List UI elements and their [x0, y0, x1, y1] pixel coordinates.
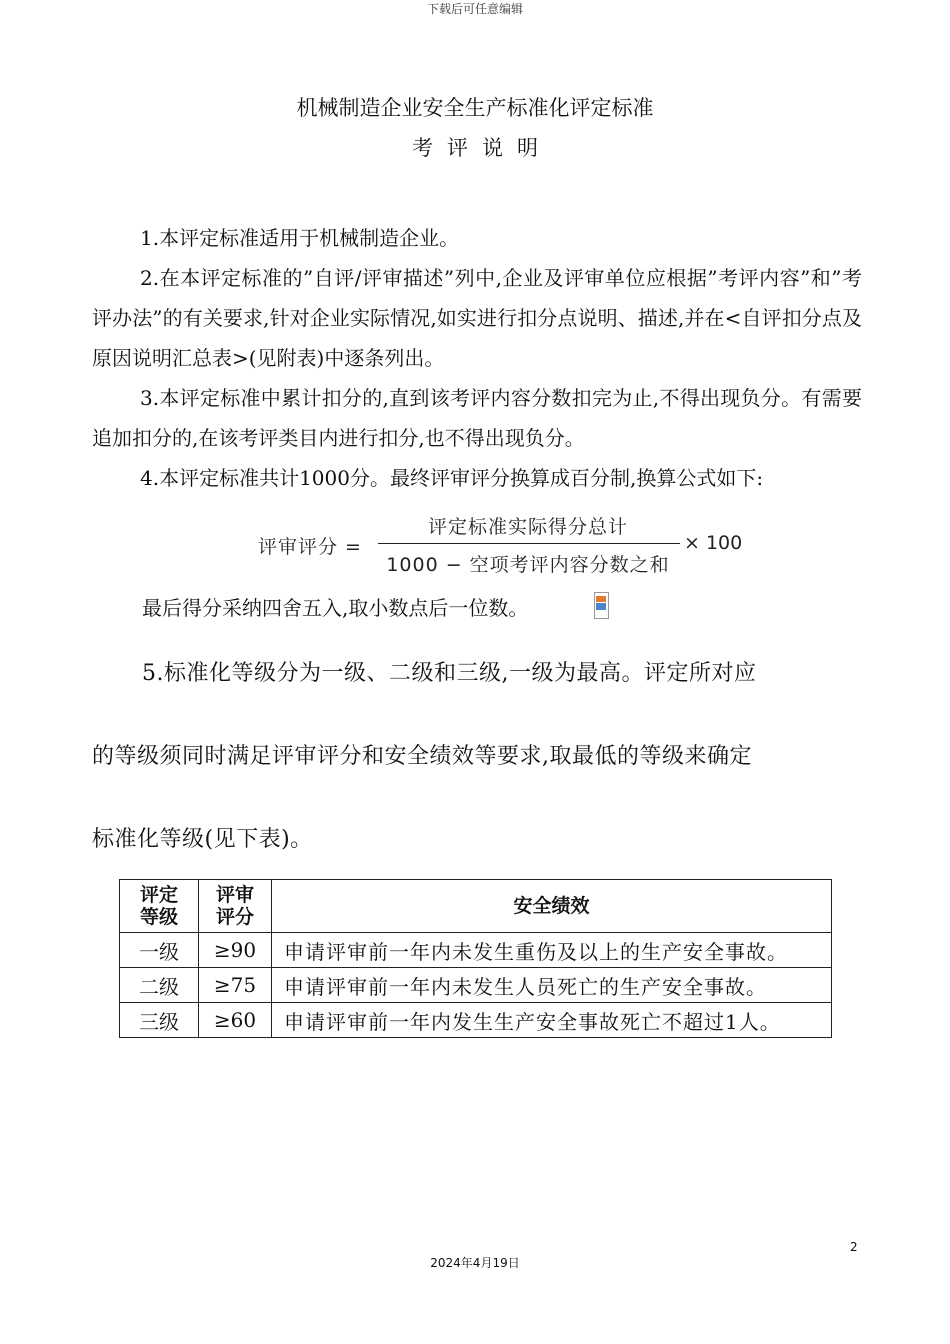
embedded-image-icon: [594, 592, 609, 619]
cell-score: ≥60: [199, 1003, 272, 1038]
header-note: 下载后可任意编辑: [426, 2, 523, 16]
cell-score: ≥90: [199, 933, 272, 968]
grade-table: [119, 879, 832, 1038]
table-header-row: [120, 880, 832, 933]
formula-denominator: 1000 − 空项考评内容分数之和: [386, 554, 670, 576]
table-row: [120, 1003, 832, 1038]
cell-score: ≥75: [199, 968, 272, 1003]
header-grade-text: 评定 等级: [139, 884, 178, 928]
item-1: [92, 218, 862, 258]
header-score-text: 评审 评分: [215, 884, 254, 928]
document-title: 机械制造企业安全生产标准化评定标准: [296, 96, 654, 120]
cell-grade: 三级: [120, 1003, 199, 1038]
item-4: [92, 458, 862, 498]
rounding-note: 最后得分采纳四舍五入,取小数点后一位数。: [142, 596, 529, 620]
item-4-text: 4.本评定标准共计1000分。最终评审评分换算成百分制,换算公式如下:: [140, 466, 764, 490]
item-3-text: 3.本评定标准中累计扣分的,直到该考评内容分数扣完为止,不得出现负分。有需要追加扣分的,在该考评类目内进行扣分,也不得出现负分。: [92, 386, 862, 450]
item-5-line-1: 5.标准化等级分为一级、二级和三级,一级为最高。评定所对应: [142, 661, 757, 686]
item-1-text: 1.本评定标准适用于机械制造企业。: [140, 226, 460, 250]
document-subtitle: 考评说明: [412, 136, 552, 160]
header-safety-text: 安全绩效: [513, 895, 590, 917]
header-score: [199, 880, 272, 933]
item-5-line-3: 标准化等级(见下表)。: [92, 827, 313, 852]
cell-safety: 申请评审前一年内未发生重伤及以上的生产安全事故。: [272, 933, 832, 968]
cell-safety: 申请评审前一年内发生生产安全事故死亡不超过1人。: [272, 1003, 832, 1038]
score-formula: [258, 510, 748, 576]
item-2-text: 2.在本评定标准的”自评/评审描述”列中,企业及评审单位应根据”考评内容”和”考评办法”的有关要求,针对企业实际情况,如实进行扣分点说明、描述,并在<自评扣分点及原因说明汇总表>(见附表)中逐条列出。: [92, 266, 862, 370]
item-2: [92, 258, 862, 378]
formula-rhs: × 100: [684, 532, 743, 554]
table-row: [120, 933, 832, 968]
cell-grade: 二级: [120, 968, 199, 1003]
item-3: [92, 378, 862, 458]
footer-date: 2024年4月19日: [430, 1256, 520, 1270]
cell-safety: 申请评审前一年内未发生人员死亡的生产安全事故。: [272, 968, 832, 1003]
cell-grade: 一级: [120, 933, 199, 968]
header-safety: [272, 880, 832, 933]
fraction-bar: [378, 543, 680, 544]
page-number: 2: [850, 1240, 858, 1254]
header-grade: [120, 880, 199, 933]
table-row: [120, 968, 832, 1003]
formula-lhs: 评审评分 =: [258, 536, 362, 558]
item-5-line-2: 的等级须同时满足评审评分和安全绩效等要求,取最低的等级来确定: [92, 744, 752, 769]
formula-numerator: 评定标准实际得分总计: [427, 516, 628, 538]
